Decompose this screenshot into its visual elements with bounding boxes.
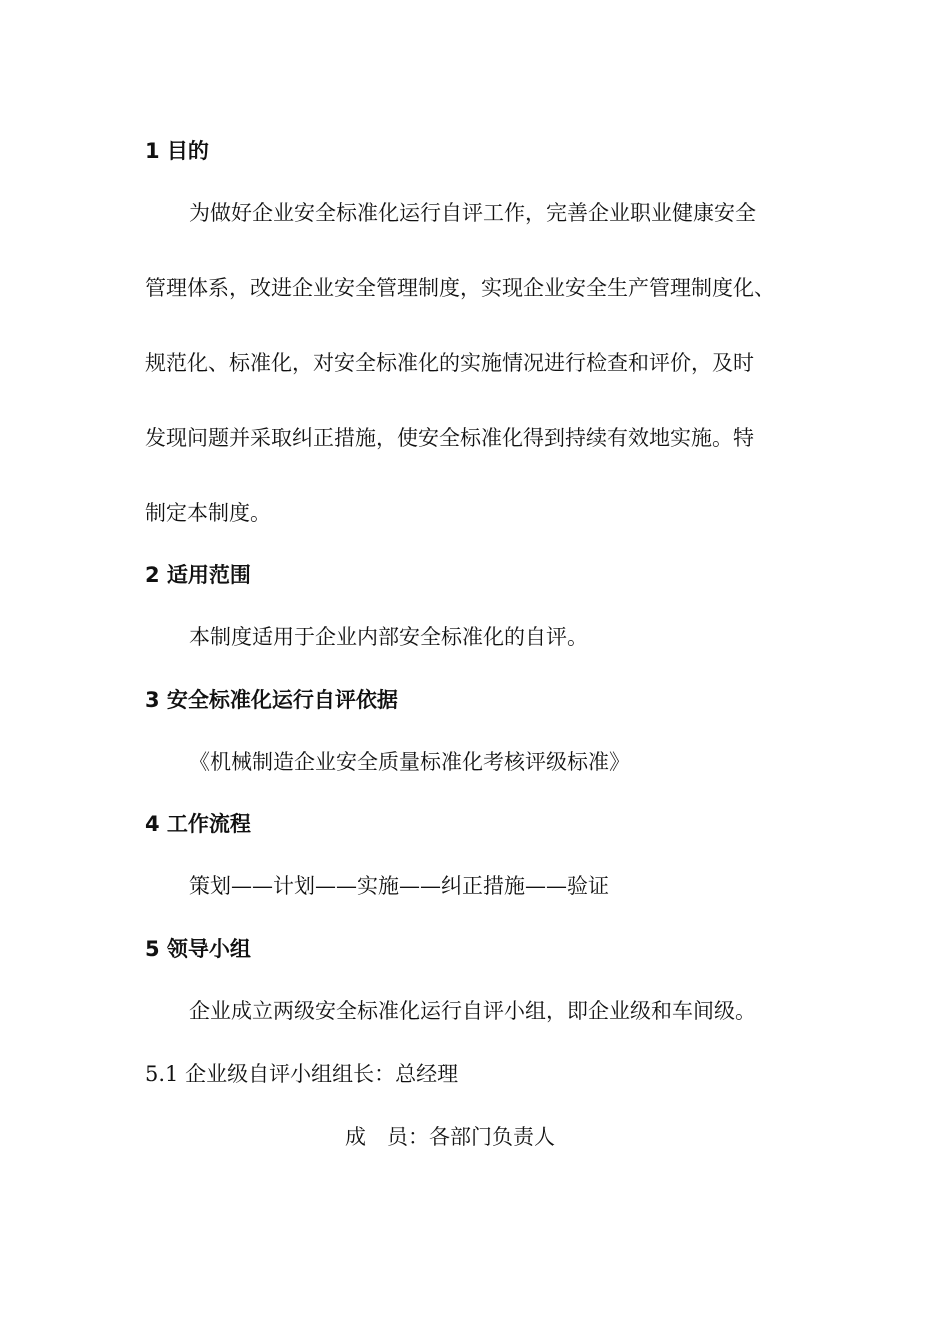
section-5-1-text: 5.1 企业级自评小组组长：总经理 [145, 1062, 459, 1086]
paragraph-line: 为做好企业安全标准化运行自评工作，完善企业职业健康安全 [189, 201, 756, 225]
paragraph-line: 规范化、标准化，对安全标准化的实施情况进行检查和评价，及时 [145, 351, 754, 375]
section-2-heading: 2 适用范围 [145, 563, 251, 587]
paragraph-line: 管理体系，改进企业安全管理制度，实现企业安全生产管理制度化、 [145, 276, 775, 300]
section-3-text: 《机械制造企业安全质量标准化考核评级标准》 [189, 750, 630, 774]
section-5-1-members: 成 员：各部门负责人 [345, 1125, 555, 1149]
paragraph-line: 发现问题并采取纠正措施，使安全标准化得到持续有效地实施。特 [145, 426, 754, 450]
section-4-text: 策划——计划——实施——纠正措施——验证 [189, 874, 609, 898]
section-5-heading: 5 领导小组 [145, 937, 251, 961]
section-1-paragraph [145, 176, 825, 551]
section-1-heading: 1 目的 [145, 139, 209, 163]
section-3-heading: 3 安全标准化运行自评依据 [145, 688, 398, 712]
section-4-heading: 4 工作流程 [145, 812, 251, 836]
section-2-text: 本制度适用于企业内部安全标准化的自评。 [189, 625, 588, 649]
paragraph-line: 制定本制度。 [145, 501, 271, 525]
section-5-text: 企业成立两级安全标准化运行自评小组，即企业级和车间级。 [189, 999, 756, 1023]
